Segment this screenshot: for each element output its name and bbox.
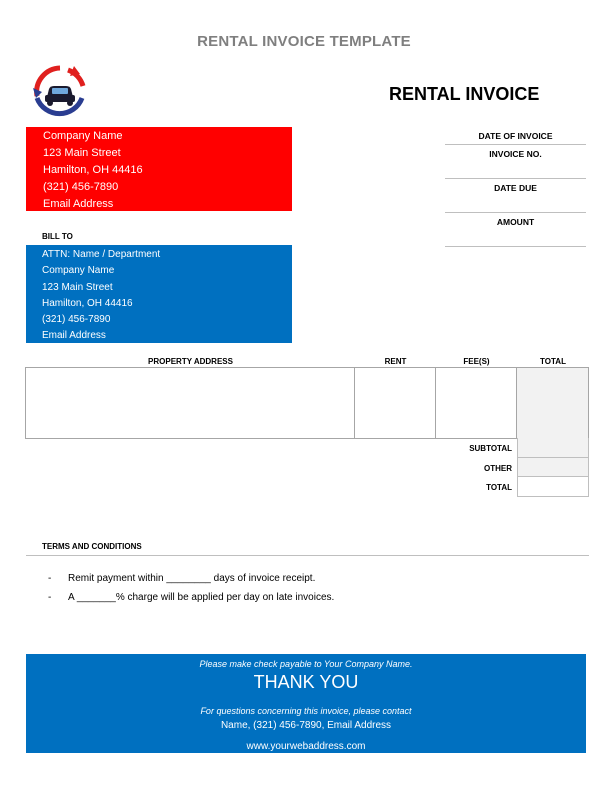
bill-to-attn: ATTN: Name / Department [42, 249, 161, 260]
footer-check-note: Please make check payable to Your Company Name. [199, 659, 413, 669]
footer-banner [26, 654, 586, 753]
amount-field[interactable] [445, 213, 586, 247]
col-header-property-address: PROPERTY ADDRESS [148, 357, 233, 366]
other-label: OTHER [484, 463, 512, 473]
total-cell [517, 368, 588, 438]
amount-label: AMOUNT [496, 217, 535, 227]
terms-divider [26, 555, 589, 556]
bill-to-phone: (321) 456-7890 [42, 314, 111, 326]
invoice-number-field[interactable] [445, 145, 586, 179]
fees-cell[interactable] [436, 368, 517, 438]
subtotal-label: SUBTOTAL [469, 444, 512, 453]
totals-section [445, 438, 589, 497]
terms-item-text: A _______% charge will be applied per day on late invoices. [68, 592, 335, 603]
col-header-rent: RENT [384, 357, 407, 366]
bill-to-block [26, 245, 292, 343]
invoice-meta [445, 127, 586, 247]
date-due-field[interactable] [445, 179, 586, 213]
terms-label: TERMS AND CONDITIONS [42, 542, 142, 551]
company-name: Company Name [43, 130, 123, 142]
bullet-dash: - [48, 573, 52, 584]
subtotal-value [517, 438, 589, 458]
date-due-label: DATE DUE [494, 183, 537, 193]
invoice-number-label: INVOICE NO. [489, 149, 542, 159]
total-label: TOTAL [486, 483, 512, 492]
col-header-total: TOTAL [540, 357, 566, 366]
company-info-block [26, 127, 292, 211]
total-row [445, 477, 589, 497]
terms-item [48, 573, 334, 592]
other-row [445, 458, 589, 478]
terms-list [48, 573, 334, 611]
bill-to-street: 123 Main Street [42, 281, 113, 293]
bill-to-city: Hamilton, OH 44416 [42, 297, 133, 309]
subtotal-row [445, 438, 589, 458]
bill-to-label: BILL TO [42, 232, 73, 241]
footer-questions: For questions concerning this invoice, please contact [200, 706, 412, 716]
bullet-dash: - [48, 592, 52, 603]
footer-contact: Name, (321) 456-7890, Email Address [220, 720, 392, 731]
col-header-fees: FEE(S) [463, 357, 490, 366]
footer-web-address[interactable]: www.yourwebaddress.com [246, 741, 366, 752]
other-value[interactable] [517, 458, 589, 478]
company-email: Email Address [43, 198, 114, 210]
company-phone: (321) 456-7890 [43, 181, 119, 193]
rent-cell[interactable] [355, 368, 436, 438]
company-street: 123 Main Street [43, 147, 121, 159]
items-table [25, 367, 589, 439]
bill-to-email: Email Address [42, 330, 106, 342]
total-value [517, 477, 589, 497]
company-city: Hamilton, OH 44416 [43, 164, 143, 176]
bill-to-company: Company Name [42, 265, 115, 277]
terms-item-text: Remit payment within ________ days of invoice receipt. [68, 573, 316, 584]
terms-item [48, 592, 334, 611]
date-of-invoice-field[interactable] [445, 127, 586, 145]
invoice-heading: RENTAL INVOICE [389, 84, 540, 104]
date-of-invoice-label: DATE OF INVOICE [478, 131, 553, 141]
footer-thank-you: THANK YOU [253, 672, 359, 692]
car-logo-icon [30, 64, 90, 120]
page-title: RENTAL INVOICE TEMPLATE [197, 33, 411, 50]
property-address-cell[interactable] [26, 368, 355, 438]
